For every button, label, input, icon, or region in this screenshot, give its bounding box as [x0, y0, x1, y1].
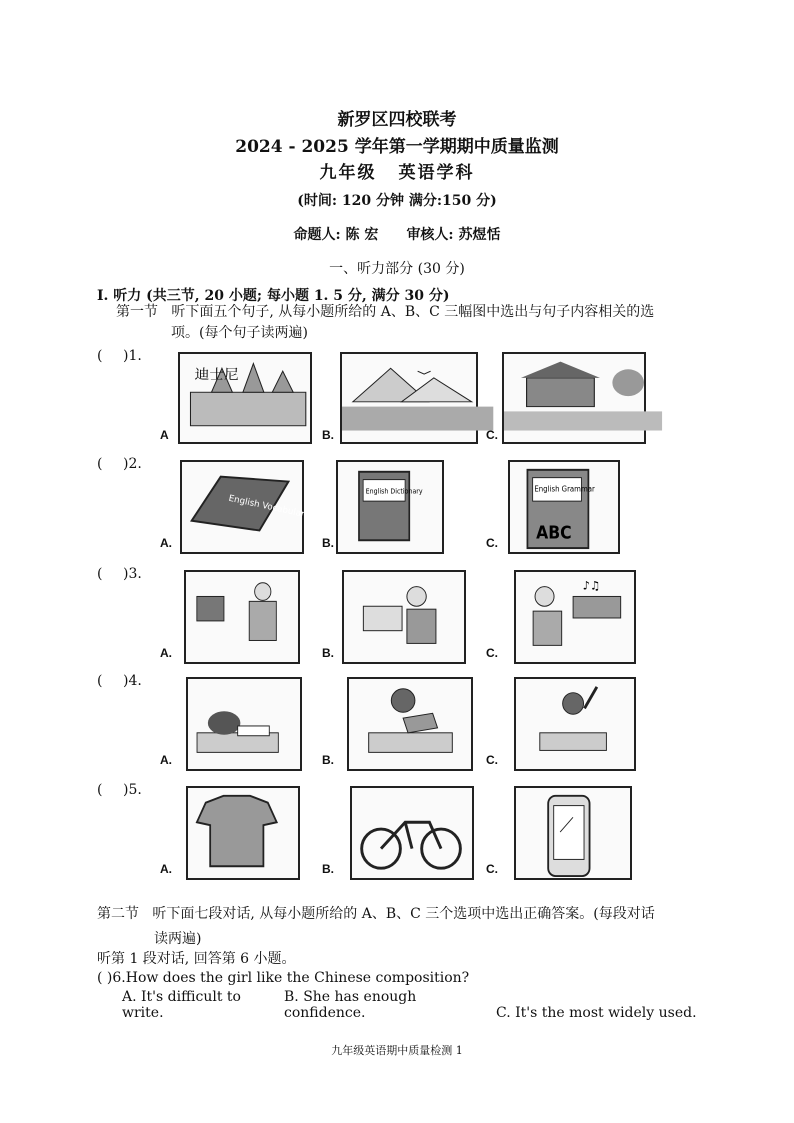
exam-school-title: 新罗区四校联考 — [337, 110, 457, 130]
option-label: B. — [322, 862, 334, 876]
section2-instruction-cont: 读两遍) — [154, 931, 202, 947]
option-label: B. — [322, 646, 334, 660]
pic-text: English Vocabulary — [227, 493, 311, 521]
answer-blank[interactable]: ( — [97, 673, 121, 689]
question-index: )5. — [123, 782, 142, 798]
reviewer-label: 审核人: 苏煜恬 — [406, 227, 501, 243]
option-a: A. It's difficult to write. — [122, 989, 241, 1021]
exam-grade-subject — [0, 158, 794, 183]
option-label: A. — [160, 753, 172, 767]
answer-blank[interactable]: ( — [97, 456, 121, 472]
exam-authors — [0, 224, 794, 244]
option-c: C. It's the most widely used. — [496, 1005, 697, 1021]
pic-text: English Grammar — [534, 483, 595, 494]
dialogue1-note: 听第 1 段对话, 回答第 6 小题。 — [97, 951, 296, 967]
option-label: C. — [486, 862, 498, 876]
section2-instruction: 第二节 听下面七段对话, 从每小题所给的 A、B、C 三个选项中选出正确答案。(每段对话 — [97, 906, 655, 922]
option-label: C. — [486, 536, 498, 550]
pic-text: 迪士尼 — [194, 367, 239, 383]
option-label: B. — [322, 536, 334, 550]
option-b: B. She has enough confidence. — [284, 989, 417, 1021]
question-index: )3. — [123, 566, 142, 582]
exam-term-title: 2024 - 2025 学年第一学期期中质量监测 — [235, 137, 559, 157]
village-scene-icon — [502, 352, 646, 444]
question-number — [97, 456, 142, 472]
page-footer: 九年级英语期中质量检测 1 — [331, 1044, 463, 1057]
option-label: B. — [322, 753, 334, 767]
question-number — [97, 566, 142, 582]
option-label: C. — [486, 646, 498, 660]
tshirt-icon — [186, 786, 300, 880]
reading-newspaper-icon — [342, 570, 466, 664]
exam-time-info: (时间: 120 分钟 满分:150 分) — [297, 193, 497, 209]
question-index: )4. — [123, 673, 142, 689]
section1-label: 第一节 — [116, 304, 158, 320]
pic-text: English Dictionary — [365, 486, 423, 496]
mountain-landscape-icon — [340, 352, 478, 444]
grade-label: 九年级 — [319, 163, 377, 183]
listening-radio-icon — [514, 570, 636, 664]
question-number — [97, 782, 142, 798]
answer-blank[interactable]: ( — [97, 566, 121, 582]
part-title: 一、听力部分 (30 分) — [329, 261, 465, 277]
answer-blank[interactable]: ( — [97, 348, 121, 364]
question-number — [97, 673, 142, 689]
question-6-text: 6.How does the girl like the Chinese composition? — [112, 970, 470, 986]
subject-label: 英语学科 — [398, 163, 475, 183]
disney-castle-icon — [178, 352, 312, 444]
bicycle-icon — [350, 786, 474, 880]
listening-heading: I. 听力 (共三节, 20 小题; 每小题 1. 5 分, 满分 30 分) — [97, 288, 450, 304]
raising-hand-icon — [514, 677, 636, 771]
question-number — [97, 348, 142, 364]
option-label: A. — [160, 536, 172, 550]
option-label: A. — [160, 862, 172, 876]
option-label: C. — [486, 428, 498, 442]
option-label: B. — [322, 428, 334, 442]
mobile-phone-icon — [514, 786, 632, 880]
vocabulary-book-icon — [180, 460, 311, 554]
answer-blank[interactable]: ( — [97, 782, 121, 798]
question-6 — [97, 970, 469, 986]
reading-book-icon — [347, 677, 473, 771]
answer-blank: ( ) — [97, 970, 113, 986]
question-6-options — [122, 989, 697, 1021]
sleeping-at-desk-icon — [186, 677, 302, 771]
setter-label: 命题人: 陈 宏 — [293, 227, 379, 243]
section1-instruction: 第一节 听下面五个句子, 从每小题所给的 A、B、C 三幅图中选出与句子内容相关的选 — [116, 304, 655, 320]
option-label: A — [160, 428, 169, 442]
watching-tv-icon — [184, 570, 300, 664]
section2-label: 第二节 — [97, 906, 139, 922]
option-label: C. — [486, 753, 498, 767]
grammar-book-icon — [508, 460, 620, 554]
dictionary-book-icon — [336, 460, 444, 554]
option-label: A. — [160, 646, 172, 660]
svg-text:ABC: ABC — [536, 522, 572, 543]
svg-text:♪♫: ♪♫ — [582, 578, 601, 593]
section1-instruction-cont: 项。(每个句子读两遍) — [171, 325, 308, 341]
question-index: )1. — [123, 348, 142, 364]
question-index: )2. — [123, 456, 142, 472]
